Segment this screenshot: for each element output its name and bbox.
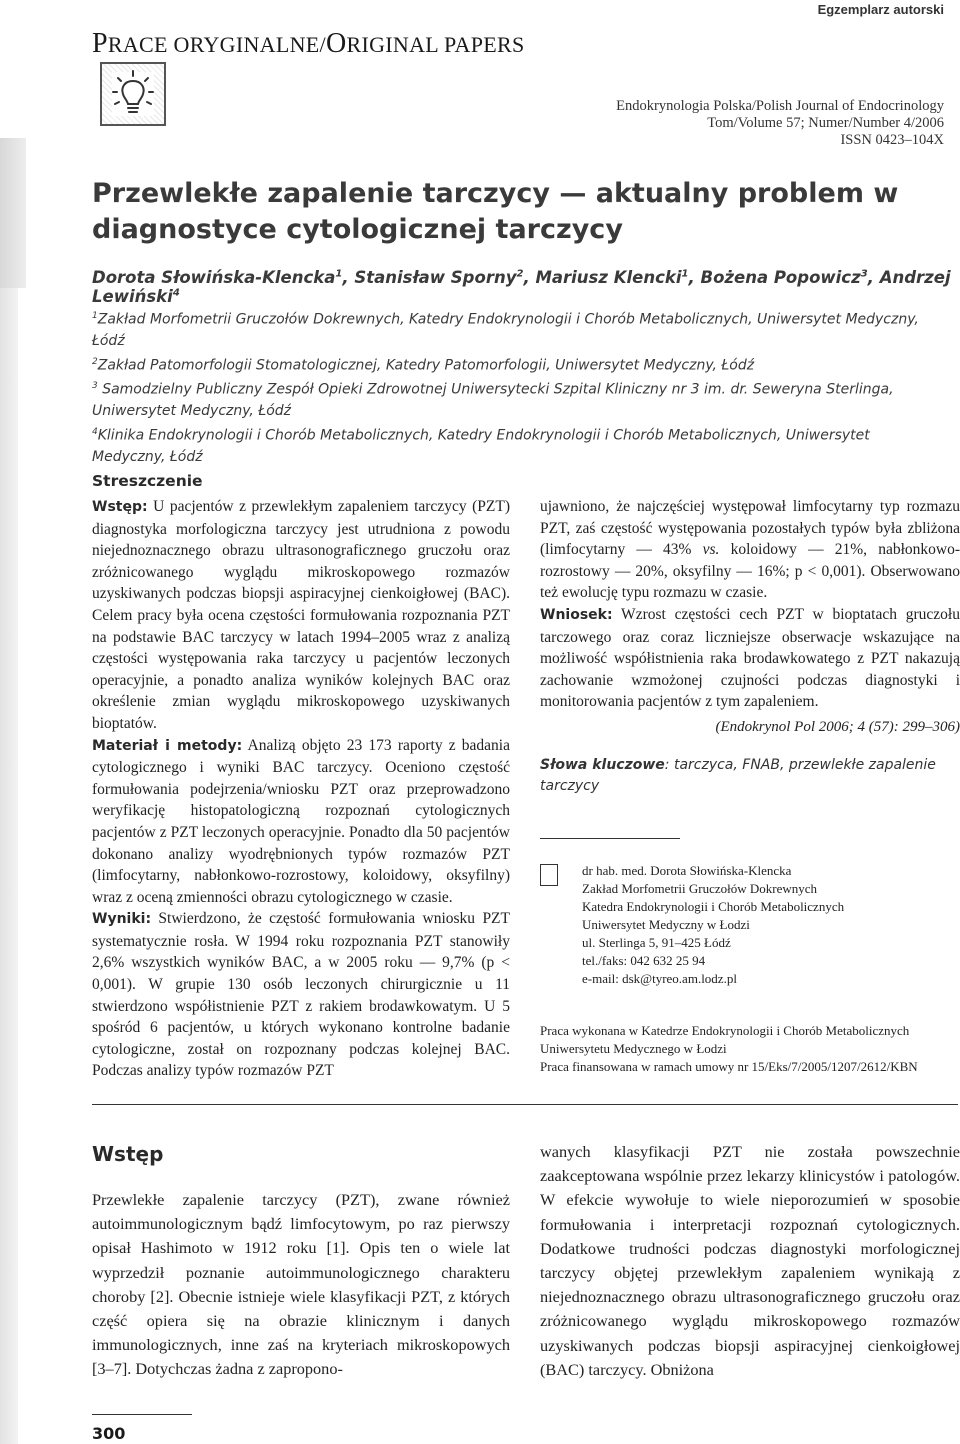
author-list: Dorota Słowińska-Klencka$^1$, Stanisław Sporny$^2$, Mariusz Klencki$^1$, Bożena Popowicz$^3$, Andrzej Lewiński$^4$ [92,268,951,306]
journal-issn: ISSN 0423–104X [840,132,944,148]
contact-line: Uniwersytet Medyczny w Łodzi [582,917,750,932]
abstract-results-continued: ujawniono, że najczęściej występował limfocytarny typ rozmazu PZT, zaś częstość występowania pozostałych typów była zbliżona (limfocytarny — 43% vs. koloidowy — 21%, nabłonkowo-rozrostowy — 20%, oksyfilny — 16%; p < 0,001). Obserwowano też ewolucję typu rozmazu w czasie. [540,498,960,602]
affiliations [92,306,942,468]
page-gutter [0,288,18,1444]
section-heading: PRACE ORYGINALNE/ORIGINAL PAPERS [92,28,525,59]
abstract-left-column [92,496,510,1082]
article-title: Przewlekłe zapalenie tarczycy — aktualny problem w diagnostyce cytologicznej tarczycy [92,178,899,245]
abstract-heading: Streszczenie [92,472,203,490]
contact-line: ul. Sterlinga 5, 91–425 Łódź [582,935,731,950]
funding-line: Praca finansowana w ramach umowy nr 15/Eks/7/2005/1207/2612/KBN [540,1059,918,1074]
section-divider [92,1104,958,1105]
affiliation-item: $^2$Zakład Patomorfologii Stomatologicznej, Katedry Patomorfologii, Uniwersytet Medyczny, Łódź [92,356,755,374]
contact-line: Zakład Morfometrii Gruczołów Dokrewnych [582,881,818,896]
contact-line: dr hab. med. Dorota Słowińska-Klencka [582,863,792,878]
funding-line: Uniwersytetu Medycznego w Łodzi [540,1041,727,1056]
introduction-left-column: Przewlekłe zapalenie tarczycy (PZT), zwane również autoimmunologicznym bądź limfocytowym, po raz pierwszy opisał Hashimoto w 1912 roku [1]. Opis ten o wiele lat wyprzedził poznanie autoimmunologicznego charakteru choroby [2]. Obecnie istnieje wiele klasyfikacji PZT, z których część opiera się na obrazie klinicznym i danych immunologicznych, inne zaś na kryteriach mikroskopowych [3–7]. Dotychczas żadna z zapropono- [92,1190,510,1379]
divider [540,838,680,839]
funding-note [540,1022,918,1076]
abstract-conclusion: Wniosek: Wzrost częstości cech PZT w bioptatach gruczołu tarczowego oraz coraz liczniejsze obserwacje wskazujące na możliwość współistnienia raka brodawkowatego z PZT nakazują zachowanie wzmożonej czujności podczas diagnostyki i monitorowania pacjentów z tym zapaleniem. [540,605,960,711]
contact-line: tel./faks: 042 632 25 94 [582,953,706,968]
lightbulb-icon [100,62,166,126]
introduction-heading: Wstęp [92,1142,164,1166]
introduction-right-column: wanych klasyfikacji PZT nie została powszechnie zaakceptowana wspólnie przez lekarzy klinicystów i patologów. W efekcie wywołuje to wiele nieporozumień w sposobie formułowania i interpretacji rozpoznań cytologicznych. Dodatkowe trudności podczas diagnostyki morfologicznej tarczycy objętej przewlekłym zapaleniem wynikają z niejednoznacznego obrazu ultrasonograficznego gruczołu oraz zróżnicowanego wyglądu mikroskopowego rozmazów uzyskiwanych podczas biopsji aspiracyjnej cienkoigłowej (BAC) tarczycy. Obniżona [540,1142,960,1379]
abstract-methods: Materiał i metody: Analizą objęto 23 173 raporty z badania cytologicznego i wyniki BAC tarczycy. Oceniono częstość formułowania podejrzenia/wniosku PZT oraz przeprowadzono weryfikację histopatologiczną rozpoznań cytologicznych pacjentów z PZT leczonych operacyjnie. Ponadto dla 50 pacjentów dokonano analizy wyodrębnionych typów rozmazów PZT (limfocytarny, nabłonkowo-rozrostowy, koloidowy, oksyfilny) wraz z oceną zmienności obrazu cytologicznego w czasie. [92,736,510,906]
abstract-right-column [540,496,960,797]
page-gutter-shade [0,138,26,288]
journal-volume: Tom/Volume 57; Numer/Number 4/2006 [707,115,944,131]
citation: (Endokrynol Pol 2006; 4 (57): 299–306) [715,718,960,735]
journal-name: Endokrynologia Polska/Polish Journal of Endocrinology [616,98,944,114]
abstract-intro: Wstęp: U pacjentów z przewlekłym zapaleniem tarczycy (PZT) diagnostyka morfologiczna tarczycy jest utrudniona z powodu niejednoznacznego obrazu ultrasonograficznego gruczołu oraz zróżnicowanego wyglądu mikroskopowego rozmazów uzyskiwanych podczas biopsji aspiracyjnej cienkoigłowej (BAC). Celem pracy była ocena częstości formułowania rozpoznania PZT na podstawie BAC tarczycy w latach 1994–2005 wraz z analizą częstości występowania raka tarczycy u pacjentów leczonych operacyjnie, a ponadto analiza wyników kolejnych BAC oraz określenie zmian wyglądu mikroskopowego uzyskiwanych bioptatów. [92,498,510,732]
journal-info [616,98,944,149]
footer-rule [92,1414,192,1415]
affiliation-item: $^1$Zakład Morfometrii Gruczołów Dokrewnych, Katedry Endokrynologii i Chorób Metabolicznych, Uniwersytet Medyczny, Łódź [92,311,919,349]
page-number: 300 [92,1424,126,1443]
contact-line: Katedra Endokrynologii i Chorób Metabolicznych [582,899,845,914]
affiliation-item: $^4$Klinika Endokrynologii i Chorób Metabolicznych, Katedry Endokrynologii i Chorób Metabolicznych, Uniwersytet Medyczny, Łódź [92,426,870,465]
funding-line: Praca wykonana w Katedrze Endokrynologii i Chorób Metabolicznych [540,1023,910,1038]
copy-label: Egzemplarz autorski [817,2,944,17]
envelope-icon [540,864,558,886]
affiliation-item: $^3$ Samodzielny Publiczny Zespół Opieki Zdrowotnej Uniwersytecki Szpital Kliniczny nr 3 im. dr. Seweryna Sterlinga, Uniwersytet Medyczny, Łódź [92,381,894,419]
contact-email: e-mail: dsk@tyreo.am.lodz.pl [582,971,737,986]
abstract-results: Wyniki: Stwierdzono, że częstość formułowania wniosku PZT systematycznie rosła. W 1994 roku rozpoznania PZT stanowiły 2,6% wszystkich wyników BAC, a w 2005 roku — 9,7% (p < 0,001). W grupie 130 osób leczonych chirurgicznie u 11 stwierdzono współistnienie PZT z rakiem brodawkowatym. U 5 spośród 6 pacjentów, u których wykonano kontrolne badanie cytologiczne, został on rozpoznany podczas kolejnej BAC. Podczas analizy typów rozmazów PZT [92,910,510,1080]
keywords: Słowa kluczowe: tarczyca, FNAB, przewlekłe zapalenie tarczycy [540,756,936,794]
correspondence-address [582,862,844,988]
